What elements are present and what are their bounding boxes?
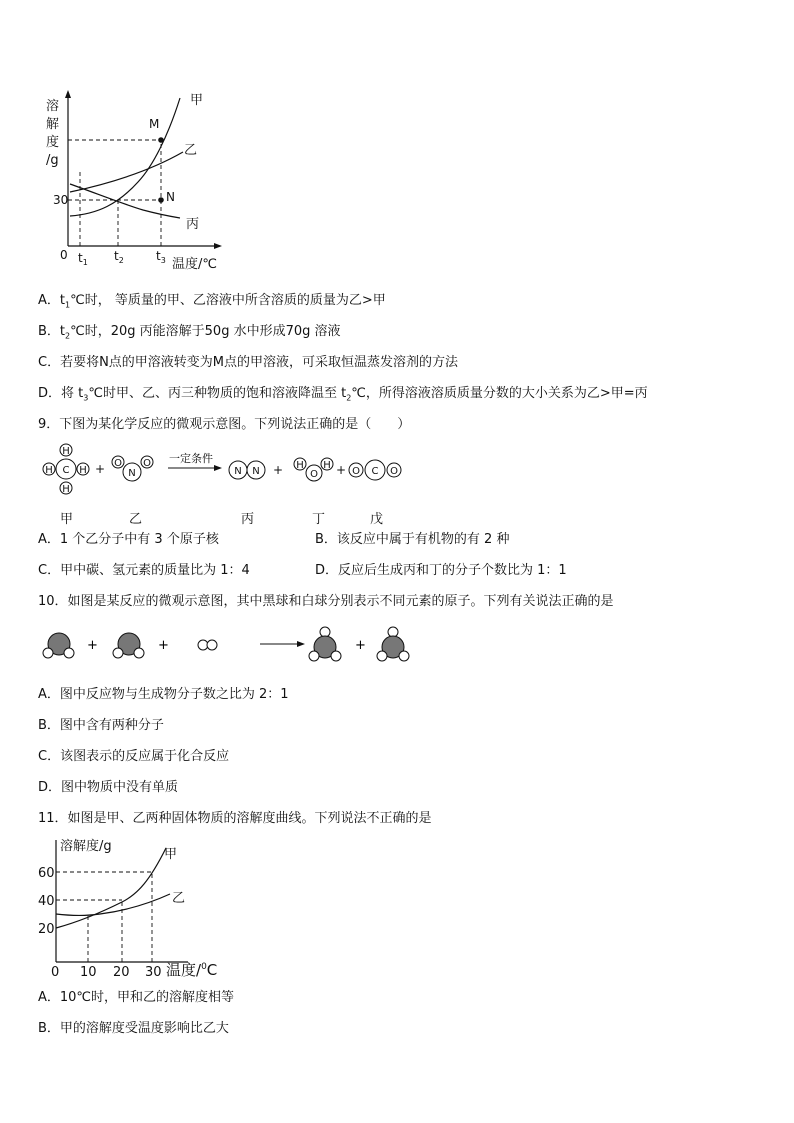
svg-text:H: H [323, 460, 331, 471]
origin-label: 0 [60, 248, 68, 262]
x-axis-arrow [214, 243, 222, 249]
curve-label: 乙 [172, 891, 186, 906]
svg-text:N: N [252, 466, 260, 477]
svg-text:O: O [310, 469, 318, 480]
curve-label: 甲 [190, 93, 204, 108]
molecule-label: 甲 [60, 512, 74, 527]
plus-sign: + [158, 638, 169, 653]
x-axis-label: 温度/℃ [172, 257, 217, 272]
curve-label: 丙 [186, 217, 200, 232]
svg-text:O: O [352, 466, 360, 477]
svg-text:O: O [143, 458, 151, 469]
q10-option-b: B．图中含有两种分子 [38, 718, 164, 733]
plus-sign: + [355, 638, 366, 653]
q10-reaction-diagram [38, 622, 418, 666]
molecule-label: 丙 [241, 512, 255, 527]
curve-yi [56, 894, 170, 916]
x-tick-label: 0 [51, 965, 60, 980]
reaction-condition: 一定条件 [169, 452, 213, 465]
svg-text:N: N [128, 468, 136, 479]
curve-yi [70, 152, 183, 192]
curve-jia [70, 98, 180, 216]
y-axis-label: 溶解度/g [60, 839, 112, 854]
q9-option-a: A．1 个乙分子中有 3 个原子核 [38, 532, 219, 547]
q11-option-b: B．甲的溶解度受温度影响比乙大 [38, 1021, 229, 1036]
solubility-chart-1 [38, 86, 238, 274]
point-m [158, 137, 164, 143]
plus-sign: + [272, 463, 284, 477]
y-tick-label: 30 [53, 193, 69, 207]
y-label-char: /g [46, 153, 59, 168]
q9-option-b: B．该反应中属于有机物的有 2 种 [315, 532, 510, 547]
x-axis-label: 温度/$^0$C [166, 961, 218, 979]
svg-text:O: O [114, 458, 122, 469]
arrow-head [297, 641, 305, 647]
y-label-char: 溶 [46, 99, 60, 114]
y-tick-label: 40 [38, 894, 55, 909]
svg-text:C: C [371, 466, 379, 477]
q10-option-c: C．该图表示的反应属于化合反应 [38, 749, 230, 764]
y-axis-arrow [65, 90, 71, 98]
x-tick-label: 30 [145, 965, 162, 980]
q11-option-a: A．10℃时，甲和乙的溶解度相等 [38, 990, 235, 1005]
curve-label: 甲 [164, 847, 178, 862]
molecule-label: 丁 [312, 512, 326, 527]
svg-text:N: N [234, 466, 242, 477]
q8-option-c: C．若要将N点的甲溶液转变为M点的甲溶液，可采取恒温蒸发溶剂的方法 [38, 355, 459, 370]
svg-text:H: H [296, 460, 304, 471]
q8-option-b: B．$t_2℃$时，20g 丙能溶解于50g 水中形成70g 溶液 [38, 324, 341, 341]
x-tick-label: $t_3$ [156, 249, 166, 265]
point-n [158, 197, 164, 203]
white-atom [377, 651, 387, 661]
q9-option-d: D．反应后生成丙和丁的分子个数比为 1：1 [315, 563, 567, 578]
q10-option-d: D．图中物质中没有单质 [38, 780, 179, 795]
white-atom [331, 651, 341, 661]
q9-stem: 9．下图为某化学反应的微观示意图。下列说法正确的是（ ） [38, 417, 411, 432]
white-atom [399, 651, 409, 661]
svg-text:C: C [62, 465, 70, 476]
q8-option-a: A．$t_1℃$时， 等质量的甲、乙溶液中所含溶质的质量为乙>甲 [38, 293, 386, 310]
molecule-label: 乙 [129, 512, 143, 527]
q8-option-d: D．将 $t_3℃$时甲、乙、丙三种物质的饱和溶液降温至 $t_2℃$，所得溶液溶质质量分数的大小关系为乙>甲=丙 [38, 386, 648, 403]
point-label: N [166, 190, 175, 204]
svg-text:H: H [62, 484, 70, 495]
y-label-char: 解 [46, 117, 60, 132]
plus-sign: + [87, 638, 98, 653]
plus-sign: + [94, 462, 106, 476]
curve-label: 乙 [184, 143, 198, 158]
x-tick-label: $t_1$ [78, 251, 88, 267]
white-atom [113, 648, 123, 658]
x-tick-label: 10 [80, 965, 97, 980]
x-tick-label: $t_2$ [114, 249, 124, 265]
svg-text:H: H [62, 446, 70, 457]
svg-text:H: H [45, 465, 53, 476]
svg-text:H: H [79, 465, 87, 476]
white-atom [207, 640, 217, 650]
white-atom [309, 651, 319, 661]
q9-reaction-diagram [38, 440, 418, 498]
curve-jia [56, 848, 166, 928]
q11-stem: 11．如图是甲、乙两种固体物质的溶解度曲线。下列说法不正确的是 [38, 811, 432, 826]
y-tick-label: 60 [38, 866, 55, 881]
x-tick-label: 20 [113, 965, 130, 980]
q10-option-a: A．图中反应物与生成物分子数之比为 2：1 [38, 687, 289, 702]
white-atom [134, 648, 144, 658]
svg-text:O: O [390, 466, 398, 477]
point-label: M [149, 117, 160, 131]
white-atom [43, 648, 53, 658]
arrow-head [214, 465, 222, 471]
y-tick-label: 20 [38, 922, 55, 937]
molecule-label: 戊 [370, 512, 384, 527]
white-atom [64, 648, 74, 658]
plus-sign: + [335, 463, 347, 477]
y-label-char: 度 [46, 135, 60, 150]
q10-stem: 10．如图是某反应的微观示意图，其中黑球和白球分别表示不同元素的原子。下列有关说法正确的是 [38, 594, 614, 609]
q9-option-c: C．甲中碳、氢元素的质量比为 1：4 [38, 563, 250, 578]
solubility-chart-2 [38, 836, 238, 982]
